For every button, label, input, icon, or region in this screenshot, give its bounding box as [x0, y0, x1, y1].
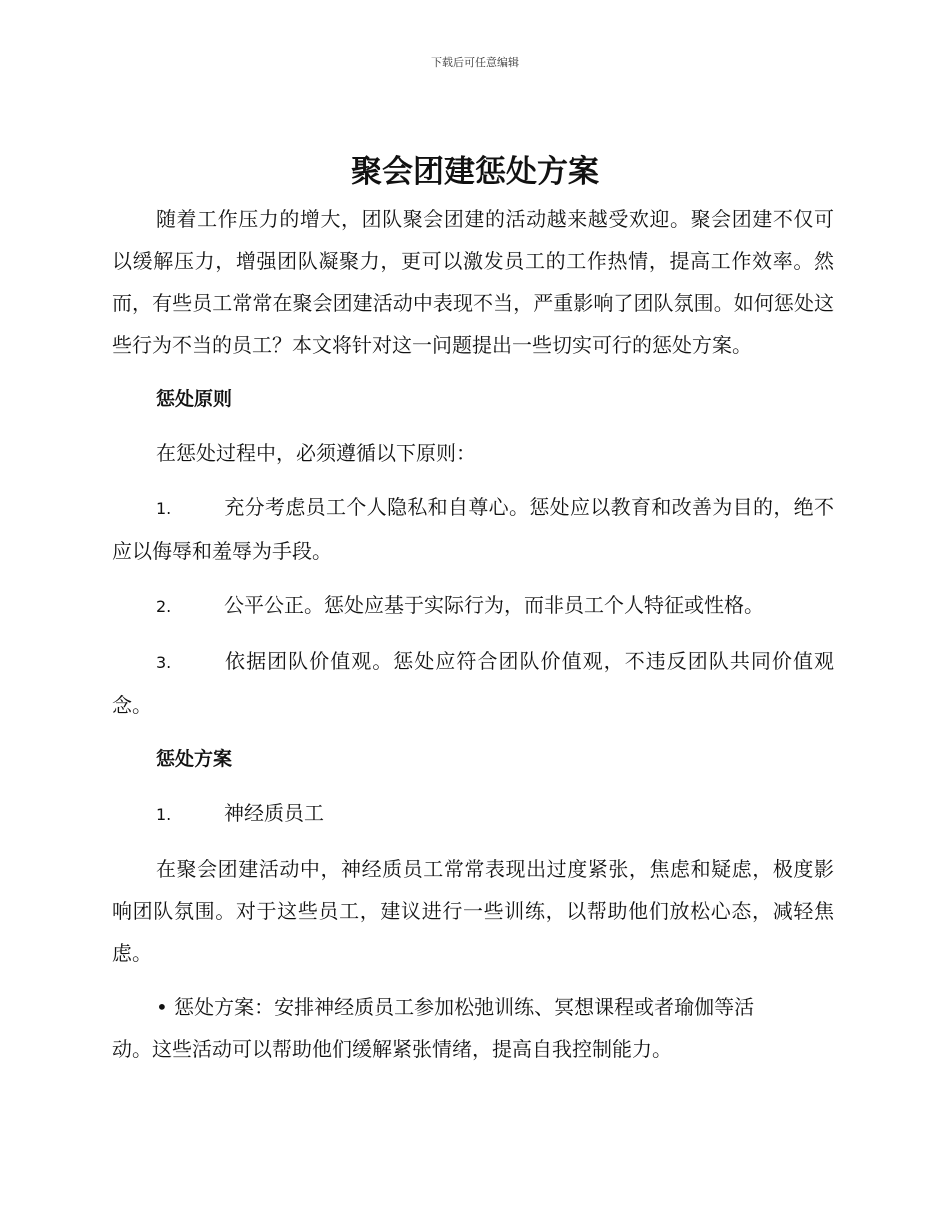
principle-number: 3.: [156, 653, 172, 672]
plan-bullet-line1: • 惩处方案：安排神经质员工参加松弛训练、冥想课程或者瑜伽等活: [156, 995, 755, 1019]
principle-item: [112, 640, 834, 726]
plan-subtitle: [112, 792, 834, 836]
principle-item: [112, 486, 834, 572]
plan-paragraph: 在聚会团建活动中，神经质员工常常表现出过度紧张，焦虑和疑虑，极度影响团队氛围。对于这些员工，建议进行一些训练，以帮助他们放松心态，减轻焦虑。: [112, 857, 834, 965]
plan-title: 神经质员工: [224, 801, 324, 825]
section-heading-plans: 惩处方案: [156, 748, 233, 770]
header-note: 下载后可任意编辑: [431, 56, 519, 69]
principles-lead: 在惩处过程中，必须遵循以下原则：: [156, 441, 476, 465]
section-heading-principles: 惩处原则: [156, 388, 233, 410]
intro-paragraph: 随着工作压力的增大，团队聚会团建的活动越来越受欢迎。聚会团建不仅可以缓解压力，增强团队凝聚力，更可以激发员工的工作热情，提高工作效率。然而，有些员工常常在聚会团建活动中表现不当，严重影响了团队氛围。如何惩处这些行为不当的员工？本文将针对这一问题提出一些切实可行的惩处方案。: [112, 207, 834, 357]
principle-text: 依据团队价值观。惩处应符合团队价值观，不违反团队共同价值观念。: [112, 649, 834, 717]
page-title: 聚会团建惩处方案: [351, 154, 599, 190]
principle-text: 公平公正。惩处应基于实际行为，而非员工个人特征或性格。: [224, 593, 764, 617]
plan-bullet: [112, 986, 834, 1070]
plan-bullet-line2: 动。这些活动可以帮助他们缓解紧张情绪，提高自我控制能力。: [112, 1037, 672, 1061]
principle-number: 1.: [156, 499, 172, 518]
principle-item: [112, 584, 834, 628]
document-body: [112, 198, 834, 1070]
principle-number: 2.: [156, 597, 172, 616]
principle-text: 充分考虑员工个人隐私和自尊心。惩处应以教育和改善为目的，绝不应以侮辱和羞辱为手段。: [112, 495, 834, 563]
plan-number: 1.: [156, 805, 172, 824]
